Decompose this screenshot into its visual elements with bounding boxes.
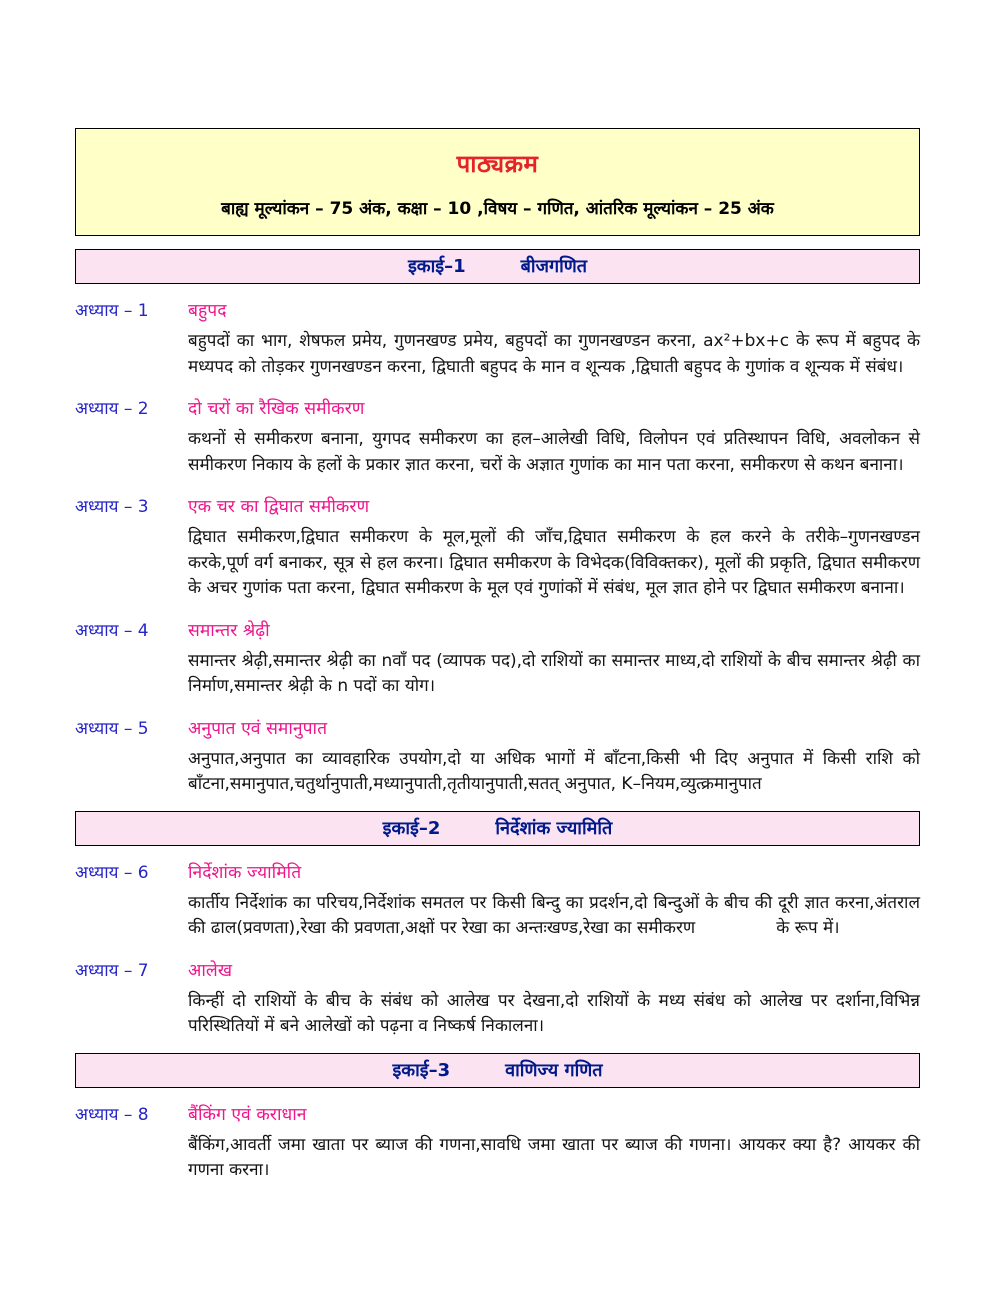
chapter-head [75, 396, 920, 420]
unit-title: वाणिज्य गणित [505, 1059, 603, 1081]
chapter-title: आलेख [188, 960, 233, 981]
chapter-head [75, 958, 920, 982]
chapter-number-label: अध्याय – 8 [75, 1104, 149, 1125]
chapter-row [75, 494, 920, 602]
chapter-number-label: अध्याय – 3 [75, 497, 149, 517]
chapter-title: समान्तर श्रेढ़ी [188, 620, 270, 641]
syllabus-header-box [75, 128, 920, 236]
chapter-body: किन्हीं दो राशियों के बीच के संबंध को आलेख पर देखना,दो राशियों के मध्य संबंध को आलेख पर दर्शाना,विभिन्न परिस्थितियों में बने आलेखों को पढ़ना व निष्कर्ष निकालना। [188, 990, 920, 1036]
chapter-number-label: अध्याय – 7 [75, 960, 149, 981]
chapter-number-label: अध्याय – 5 [75, 718, 149, 739]
chapter-body: द्विघात समीकरण,द्विघात समीकरण के मूल,मूलों की जाँच,द्विघात समीकरण के हल करने के तरीके–गुणनखण्डन करके,पूर्ण वर्ग बनाकर, सूत्र से हल करना। द्विघात समीकरण के विभेदक(विविक्तकर), मूलों की प्रकृति, द्विघात समीकरण के अचर गुणांक पता करना, द्विघात समीकरण के मूल एवं गुणांकों में संबंध, मूल ज्ञात होने पर द्विघात समीकरण बनाना। [188, 527, 920, 598]
chapter-body: अनुपात,अनुपात का व्यावहारिक उपयोग,दो या अधिक भागों में बाँटना,किसी भी दिए अनुपात में किसी राशि को बाँटना,समानुपात,चतुर्थानुपाती,मध्यानुपाती,तृतीयानुपाती,सतत् अनुपात, K–नियम,व्युत्क्रमानुपात [188, 748, 920, 794]
chapter-title: अनुपात एवं समानुपात [188, 718, 328, 739]
chapter-body: बहुपदों का भाग, शेषफल प्रमेय, गुणनखण्ड प्रमेय, बहुपदों का गुणनखण्डन करना, ax²+bx+c के रूप में बहुपद के मध्यपद को तोड़कर गुणनखण्डन करना, द्विघाती बहुपद के मान व शून्यक ,द्विघाती बहुपद के गुणांक व शून्यक में संबंध। [188, 331, 920, 377]
chapter-row [75, 618, 920, 700]
chapter-number-label: अध्याय – 4 [75, 620, 149, 641]
chapter-title: एक चर का द्विघात समीकरण [188, 497, 370, 517]
marks-subtitle: बाह्य मूल्यांकन – 75 अंक, कक्षा – 10 ,विषय – गणित, आंतरिक मूल्यांकन – 25 अंक [221, 199, 774, 219]
chapter-row [75, 298, 920, 380]
chapter-head [75, 716, 920, 740]
chapter-row [75, 396, 920, 478]
chapter-title: दो चरों का रैखिक समीकरण [188, 399, 365, 419]
unit-title: बीजगणित [520, 256, 588, 277]
chapter-row [75, 958, 920, 1040]
chapter-head [75, 618, 920, 642]
unit-label: इकाई–3 [392, 1059, 451, 1081]
unit-label: इकाई–2 [382, 817, 441, 839]
chapter-head [75, 494, 920, 518]
unit-bar-1 [75, 249, 920, 284]
chapter-body: समान्तर श्रेढ़ी,समान्तर श्रेढ़ी का nवाँ पद (व्यापक पद),दो राशियों का समान्तर माध्य,दो राशियों के बीच समान्तर श्रेढ़ी का निर्माण,समान्तर श्रेढ़ी के n पदों का योग। [188, 650, 920, 696]
unit-bar-2 [75, 811, 920, 846]
chapter-number-label: अध्याय – 2 [75, 399, 149, 419]
chapter-row [75, 716, 920, 798]
chapter-body: बैंकिंग,आवर्ती जमा खाता पर ब्याज की गणना,सावधि जमा खाता पर ब्याज की गणना। आयकर क्या है? आयकर की गणना करना। [188, 1134, 920, 1180]
chapter-title: बहुपद [188, 301, 227, 321]
unit-title: निर्देशांक ज्यामिति [495, 817, 613, 839]
chapter-row [75, 1102, 920, 1184]
chapter-title: बैंकिंग एवं कराधान [188, 1104, 307, 1125]
chapter-head [75, 1102, 920, 1126]
chapter-head [75, 298, 920, 322]
chapter-number-label: अध्याय – 6 [75, 862, 149, 883]
page-title: पाठ्यक्रम [456, 150, 539, 178]
chapter-title: निर्देशांक ज्यामिति [188, 862, 302, 883]
unit-label: इकाई–1 [407, 256, 466, 277]
chapter-row [75, 860, 920, 942]
unit-bar-3 [75, 1053, 920, 1088]
chapter-head [75, 860, 920, 884]
chapter-body: कथनों से समीकरण बनाना, युगपद समीकरण का हल–आलेखी विधि, विलोपन एवं प्रतिस्थापन विधि, अवलोकन से समीकरण निकाय के हलों के प्रकार ज्ञात करना, चरों के अज्ञात गुणांक का मान पता करना, समीकरण से कथन बनाना। [188, 429, 920, 475]
chapter-number-label: अध्याय – 1 [75, 301, 149, 321]
chapter-body: कार्तीय निर्देशांक का परिचय,निर्देशांक समतल पर किसी बिन्दु का प्रदर्शन,दो बिन्दुओं के बीच की दूरी ज्ञात करना,अंतराल की ढाल(प्रवणता),रेखा की प्रवणता,अक्षों पर रेखा का अन्तःखण्ड,रेखा का समीकरण के रूप में। [188, 892, 920, 938]
